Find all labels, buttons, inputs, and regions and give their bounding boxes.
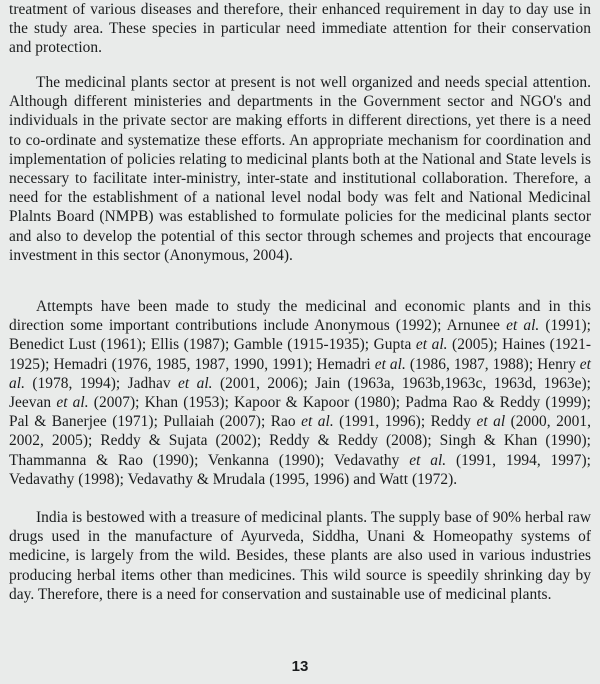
paragraph-india-treasure: India is bestowed with a treasure of medicinal plants. The supply base of 90% herbal raw drugs used in the manufacture of Ayurveda, Siddha, Unani & Homeopathy systems of medicine, is largely from the wild. Besides, these plants are also used in various industries producing herbal items other than medicines. This wild source is speedily shrinking day by day. Therefore, there is a need for conservation and sustainable use of medicinal plants.: [9, 509, 591, 603]
page-number: 13: [291, 658, 309, 675]
paragraph-medicinal-plants-sector: The medicinal plants sector at present is not well organized and needs special attention. Although different ministeries and departments in the Government sector and NGO's and individuals in the private sector are making efforts in different directions, yet there is a need to co-ordinate and systematize these efforts. An appropriate mechanism for coordination and implementation of policies relating to medicinal plants both at the National and State levels is necessary to facilitate inter-ministry, inter-state and institutional collaboration. Therefore, a need for the establishment of a national level nodal body was felt and National Medicinal Plalnts Board (NMPB) was established to formulate policies for the medicinal plants sector and also to develop the potential of this sector through schemes and projects that encourage investment in this sector (Anonymous, 2004).: [9, 74, 591, 264]
paragraph-continuation: treatment of various diseases and therefore, their enhanced requirement in day to day use in the study area. These species in particular need immediate attention for their conservation and protection.: [9, 1, 591, 57]
paragraph-contributions: Attempts have been made to study the medicinal and economic plants and in this direction some important contributions include Anonymous (1992); Arnunee et al. (1991); Benedict Lust (1961); Ellis (1987); Gamble (1915-1935); Gupta et al. (2005); Haines (1921-1925); Hemadri (1976, 1985, 1987, 1990, 1991); Hemadri et al. (1986, 1987, 1988); Henry et al. (1978, 1994); Jadhav et al. (2001, 2006); Jain (1963a, 1963b,1963c, 1963d, 1963e); Jeevan et al. (2007); Khan (1953); Kapoor & Kapoor (1980); Padma Rao & Reddy (1999); Pal & Banerjee (1971); Pullaiah (2007); Rao et al. (1991, 1996); Reddy et al (2000, 2001, 2002, 2005); Reddy & Sujata (2002); Reddy & Reddy (2008); Singh & Khan (1990); Thammanna & Rao (1990); Venkanna (1990); Vedavathy et al. (1991, 1994, 1997); Vedavathy (1998); Vedavathy & Mrudala (1995, 1996) and Watt (1972).: [9, 298, 592, 488]
